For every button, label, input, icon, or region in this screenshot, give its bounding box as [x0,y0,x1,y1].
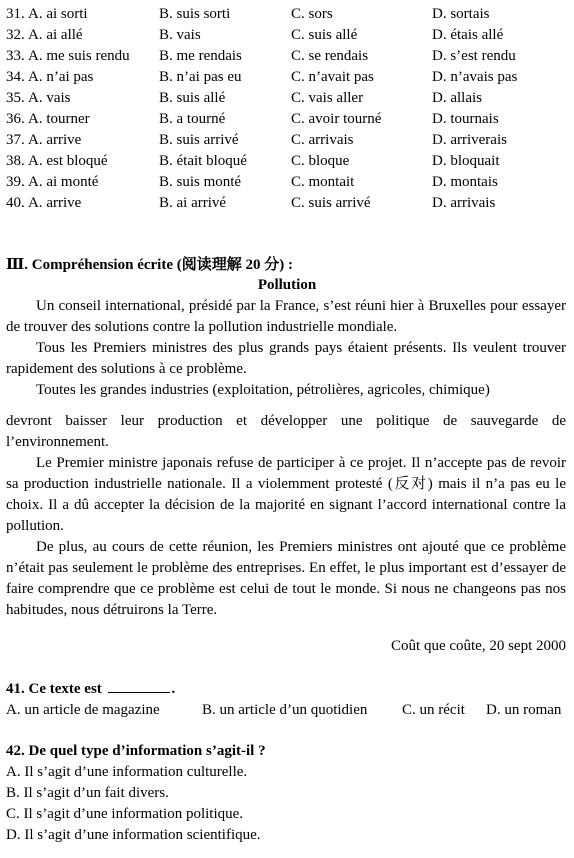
option-b: B. me rendais [159,48,242,64]
item-number: 40. [6,195,25,211]
article-paragraph: Le Premier ministre japonais refuse de participer à ce projet. Il n’accepte pas de revoir sa production industrielle nationale. Il a violemment protesté (反对) mais il n’a pas eu le choix. Il a dû accepter la décision de la majorité en signant l’accord international contre la pollution. [6,455,566,534]
option-c: C. montait [291,174,355,190]
option-a: A. vais [28,90,71,106]
option-b: B. ai arrivé [159,195,227,211]
option-b: B. Il s’agit d’un fait divers. [6,785,169,801]
option-b: B. suis monté [159,174,242,190]
option-c: C. suis arrivé [291,195,371,211]
option-a: A. ai sorti [28,6,88,22]
article-paragraph: De plus, au cours de cette réunion, les Premiers ministres ont ajouté que ce problème n’était pas seulement le problème des entreprises. En effet, le plus important est d’essayer de faire comprendre que ce problème est celui de tout le monde. Si nous ne changeons pas nos habitudes, nous détruirons la Terre. [6,539,566,618]
option-a: A. un article de magazine [6,702,160,718]
choice-row-38 [6,151,566,172]
item-number: 33. [6,48,25,64]
item-number: 36. [6,111,25,127]
item-number: 31. [6,6,25,22]
choice-row-31 [6,4,566,25]
item-number: 37. [6,132,25,148]
option-c: C. se rendais [291,48,369,64]
choice-row-37 [6,130,566,151]
article-paragraph: devront baisser leur production et développer une politique de sauvegarde de l’environnement. [6,413,566,450]
item-number: 34. [6,69,25,85]
article-body [6,296,566,621]
choice-row-33 [6,46,566,67]
choice-row-36 [6,109,566,130]
option-d: D. étais allé [432,27,504,43]
option-d: D. allais [432,90,482,106]
option-c: C. avoir tourné [291,111,382,127]
option-a: A. arrive [28,132,82,148]
article-title: Pollution [257,277,317,293]
article-paragraph: Un conseil international, présidé par la France, s’est réuni hier à Bruxelles pour essayer de trouver des solutions contre la pollution industrielle mondiale. [6,298,566,335]
options-row [6,700,568,722]
item-number: 39. [6,174,25,190]
section-heading: Ⅲ. Compréhension écrite (阅读理解 20 分) : [6,257,293,273]
choice-row-39 [6,172,566,193]
item-number: 35. [6,90,25,106]
choice-row-35 [6,88,566,109]
option-b: B. était bloqué [159,153,247,169]
option-d: D. arrivais [432,195,496,211]
article-paragraph: Tous les Premiers ministres des plus grands pays étaient présents. Ils veulent trouver rapidement des solutions à ce problème. [6,340,566,377]
option-d: D. Il s’agit d’une information scientifique. [6,827,261,843]
option-a: A. ai allé [28,27,83,43]
option-b: B. suis arrivé [159,132,239,148]
option-d: D. tournais [432,111,499,127]
question-41 [6,678,568,722]
option-b: B. suis sorti [159,6,231,22]
option-d: D. sortais [432,6,490,22]
question-42 [6,741,568,846]
article-paragraph: Toutes les grandes industries (exploitation, pétrolières, agricoles, chimique) [36,382,490,398]
option-d: D. un roman [486,702,562,718]
question-text [6,678,568,700]
option-c: C. bloque [291,153,350,169]
option-a: A. n’ai pas [28,69,94,85]
option-b: B. a tourné [159,111,226,127]
choice-row-34 [6,67,566,88]
option-b: B. suis allé [159,90,226,106]
option-b: B. vais [159,27,201,43]
question-text: 42. De quel type d’information s’agit-il ? [6,743,266,759]
answer-choices-grid [6,4,566,214]
option-c: C. Il s’agit d’une information politique. [6,806,244,822]
option-d: D. n’avais pas [432,69,518,85]
option-c: C. arrivais [291,132,354,148]
item-number: 38. [6,153,25,169]
option-b: B. un article d’un quotidien [202,702,368,718]
option-a: A. ai monté [28,174,99,190]
option-c: C. un récit [402,702,465,718]
article-source: Coût que coûte, 20 sept 2000 [391,638,566,654]
option-b: B. n’ai pas eu [159,69,242,85]
option-a: A. me suis rendu [28,48,130,64]
item-number: 32. [6,27,25,43]
option-c: C. n’avait pas [291,69,374,85]
choice-row-40 [6,193,566,214]
option-d: D. arriverais [432,132,507,148]
option-a: A. Il s’agit d’une information culturelle. [6,764,248,780]
option-a: A. tourner [28,111,90,127]
option-a: A. est bloqué [28,153,108,169]
option-d: D. montais [432,174,498,190]
question-suffix: . [171,681,176,697]
option-c: C. sors [291,6,333,22]
option-d: D. bloquait [432,153,500,169]
answer-blank [108,678,170,693]
question-prefix: 41. Ce texte est [6,681,102,697]
option-a: A. arrive [28,195,82,211]
option-c: C. vais aller [291,90,364,106]
option-d: D. s’est rendu [432,48,516,64]
option-c: C. suis allé [291,27,358,43]
choice-row-32 [6,25,566,46]
